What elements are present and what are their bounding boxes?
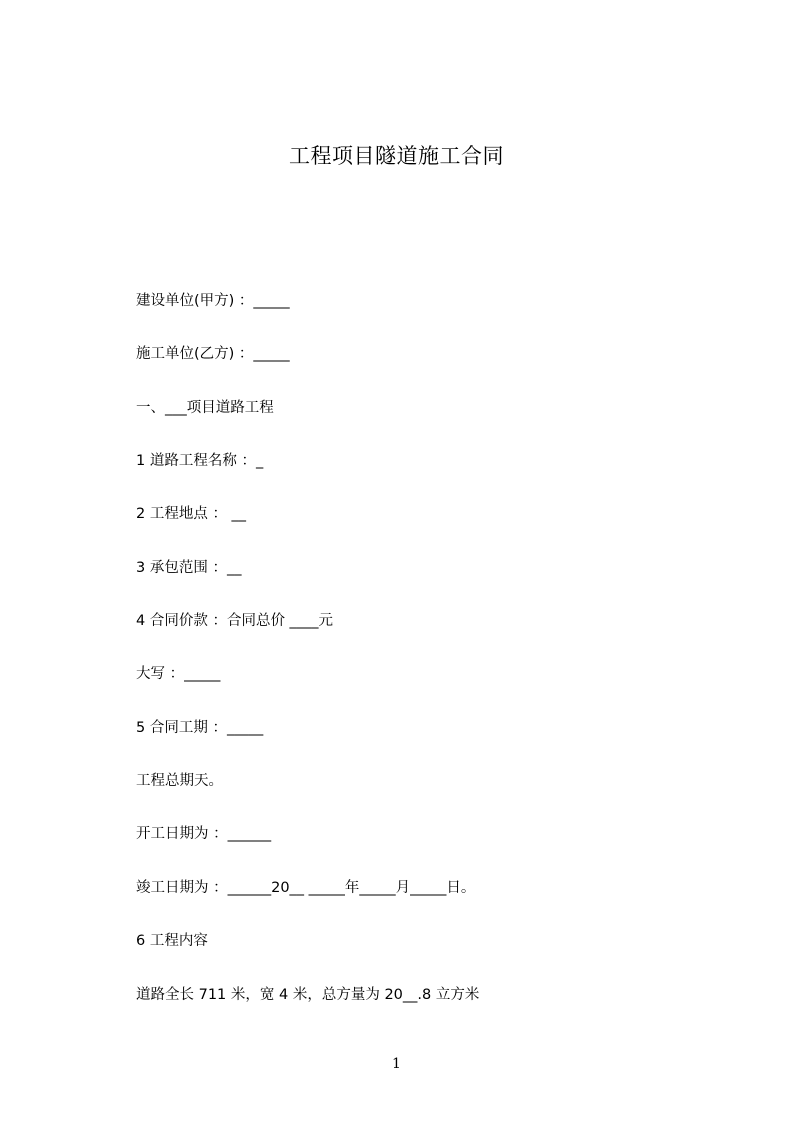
party-a-line: 建设单位(甲方) ：_____ — [136, 293, 290, 309]
total-duration-line: 工程总期天。 — [136, 773, 223, 789]
clause-2-location: 2 工程地点 ： __ — [136, 506, 247, 522]
clause-1-project-name: 1 道路工程名称 ：_ — [136, 453, 264, 469]
start-date-line: 开工日期为 ：______ — [136, 826, 272, 842]
amount-in-words-line: 大写 ：_____ — [136, 666, 221, 682]
clause-6-content-heading: 6 工程内容 — [136, 933, 208, 949]
page-number: 1 — [392, 1056, 401, 1072]
party-b-line: 施工单位(乙方) ：_____ — [136, 346, 290, 362]
document-title: 工程项目隧道施工合同 — [289, 144, 504, 168]
clause-4-contract-price: 4 合同价款 ：合同总价 ____元 — [136, 613, 334, 629]
clause-5-duration: 5 合同工期 ：_____ — [136, 720, 264, 736]
completion-date-line: 竣工日期为 ：______20__ _____年_____月_____日。 — [136, 880, 476, 896]
clause-3-scope: 3 承包范围 ：__ — [136, 560, 242, 576]
road-dimensions-line: 道路全长 711 米，宽 4 米，总方量为 20__.8 立方米 — [136, 987, 480, 1003]
section-heading-road-project: 一、___项目道路工程 — [136, 400, 274, 416]
